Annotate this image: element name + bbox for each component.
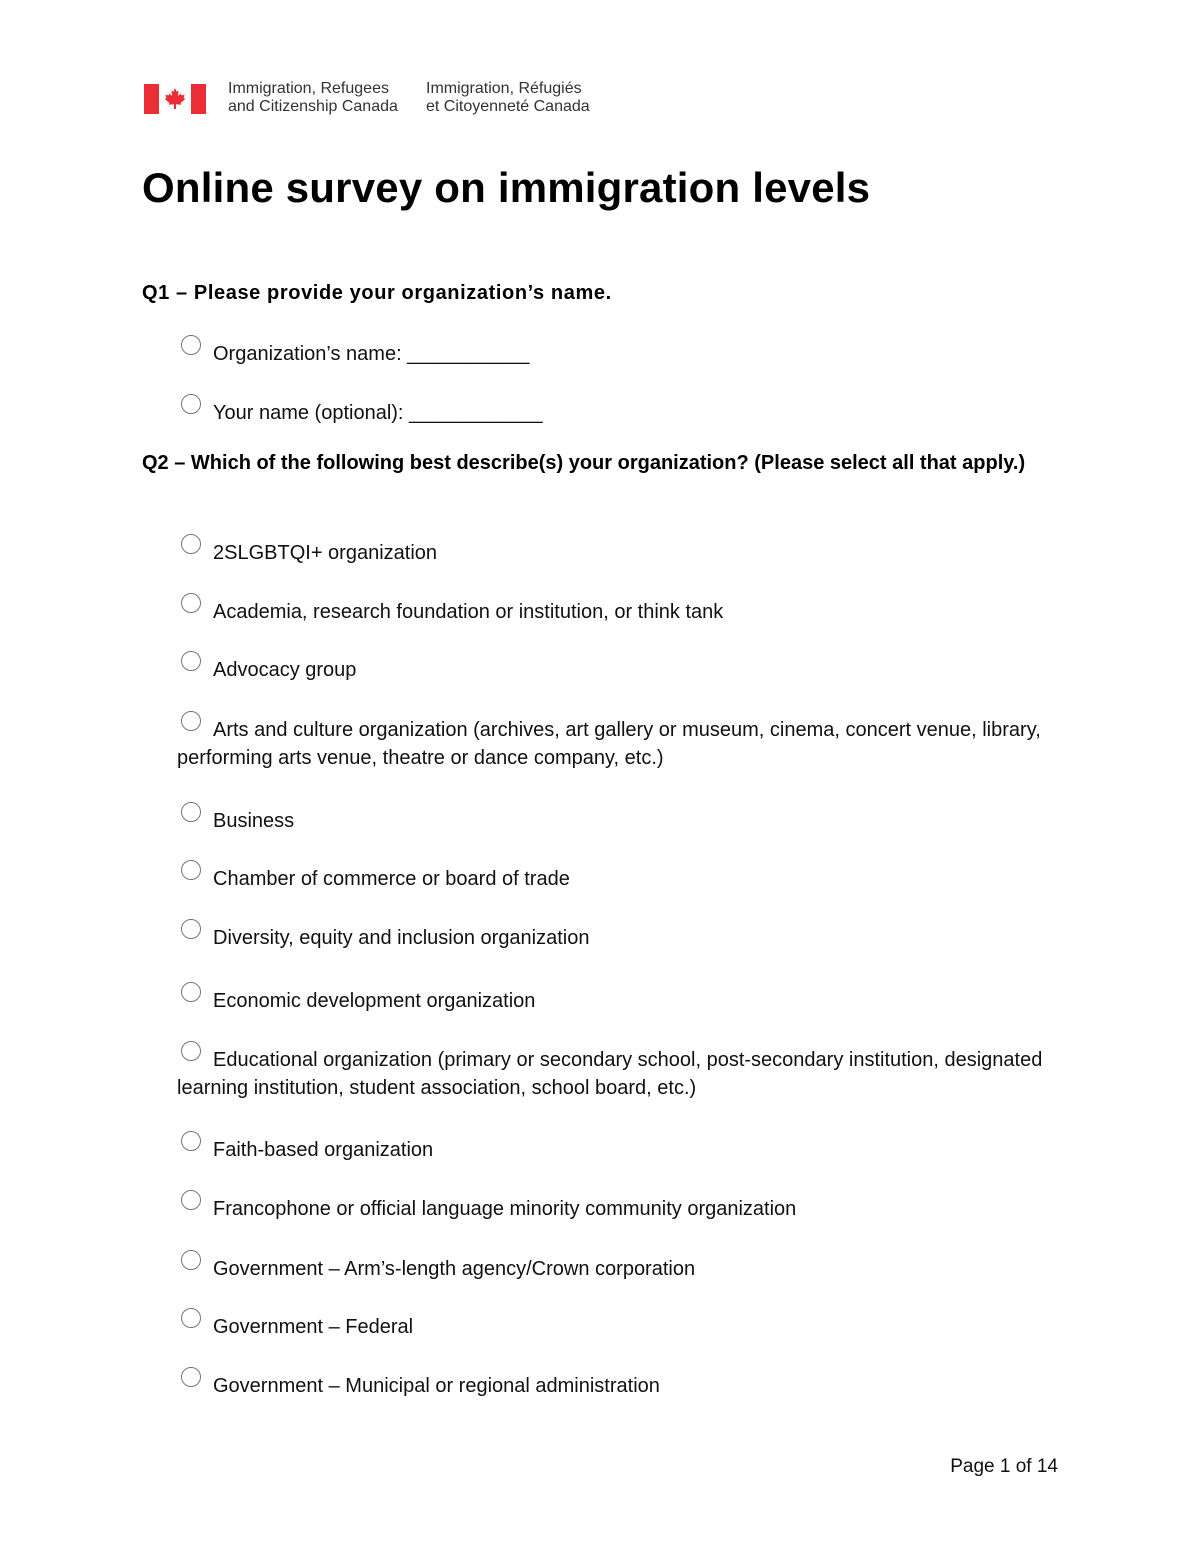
radio-button-icon[interactable] [181,982,201,1002]
option-label: Your name (optional): ____________ [213,402,543,424]
q1-option-your-name[interactable] [177,399,1057,427]
canada-flag-icon [144,84,206,114]
q2-option-economic-development[interactable] [177,987,1057,1015]
option-label: Economic development organization [213,990,536,1012]
radio-button-icon[interactable] [181,919,201,939]
radio-button-icon[interactable] [181,1190,201,1210]
q2-option-francophone[interactable] [177,1195,1057,1223]
q2-option-government-municipal[interactable] [177,1372,1057,1400]
department-name-english-line2: and Citizenship Canada [228,98,398,115]
q2-option-educational[interactable] [177,1046,1057,1102]
radio-button-icon[interactable] [181,802,201,822]
q2-option-chamber-of-commerce[interactable] [177,865,1057,893]
radio-button-icon[interactable] [181,534,201,554]
radio-button-icon[interactable] [181,1131,201,1151]
option-label: Government – Federal [213,1316,414,1338]
option-label: Business [213,810,295,832]
question-1: Q1 – Please provide your organization’s name. [142,282,612,304]
q2-option-faith-based[interactable] [177,1136,1057,1164]
option-label: Government – Municipal or regional administration [213,1375,660,1397]
department-name-english [228,80,426,116]
q2-option-business[interactable] [177,807,1057,835]
department-name-french-line1: Immigration, Réfugiés [426,80,582,97]
radio-button-icon[interactable] [181,1308,201,1328]
q2-option-advocacy[interactable] [177,656,1057,684]
option-label: Advocacy group [213,659,357,681]
page-title: Online survey on immigration levels [142,164,871,211]
department-signature [144,80,590,120]
radio-button-icon[interactable] [181,651,201,671]
maple-leaf-icon [163,87,187,111]
option-label: Educational organization (primary or secondary school, post-secondary institution, designated learning institution, student association, school board, etc.) [177,1049,1043,1099]
radio-button-icon[interactable] [181,711,201,731]
q2-option-government-arms-length[interactable] [177,1255,1057,1283]
q2-option-arts-culture[interactable] [177,716,1057,772]
department-name-english-line1: Immigration, Refugees [228,80,389,97]
option-label: Chamber of commerce or board of trade [213,868,570,890]
radio-button-icon[interactable] [181,394,201,414]
option-label: Organization’s name: ___________ [213,343,530,365]
radio-button-icon[interactable] [181,335,201,355]
question-2: Q2 – Which of the following best describe(s) your organization? (Please select all that apply.) [142,452,1026,474]
radio-button-icon[interactable] [181,860,201,880]
radio-button-icon[interactable] [181,1041,201,1061]
q2-option-2slgbtqi[interactable] [177,539,1057,567]
q2-option-government-federal[interactable] [177,1313,1057,1341]
q1-option-organization-name[interactable] [177,340,1057,368]
department-name-french-line2: et Citoyenneté Canada [426,98,590,115]
radio-button-icon[interactable] [181,1367,201,1387]
page-number: Page 1 of 14 [950,1456,1058,1477]
radio-button-icon[interactable] [181,593,201,613]
option-label: Arts and culture organization (archives, art gallery or museum, cinema, concert venue, library, performing arts venue, theatre or dance company, etc.) [177,719,1041,769]
option-label: 2SLGBTQI+ organization [213,542,438,564]
department-name-french [426,80,590,116]
q2-option-diversity-equity[interactable] [177,924,1057,952]
option-label: Government – Arm’s-length agency/Crown corporation [213,1258,696,1280]
option-label: Faith-based organization [213,1139,434,1161]
option-label: Francophone or official language minority community organization [213,1198,797,1220]
radio-button-icon[interactable] [181,1250,201,1270]
q2-option-academia[interactable] [177,598,1057,626]
option-label: Academia, research foundation or institution, or think tank [213,601,724,623]
option-label: Diversity, equity and inclusion organization [213,927,590,949]
